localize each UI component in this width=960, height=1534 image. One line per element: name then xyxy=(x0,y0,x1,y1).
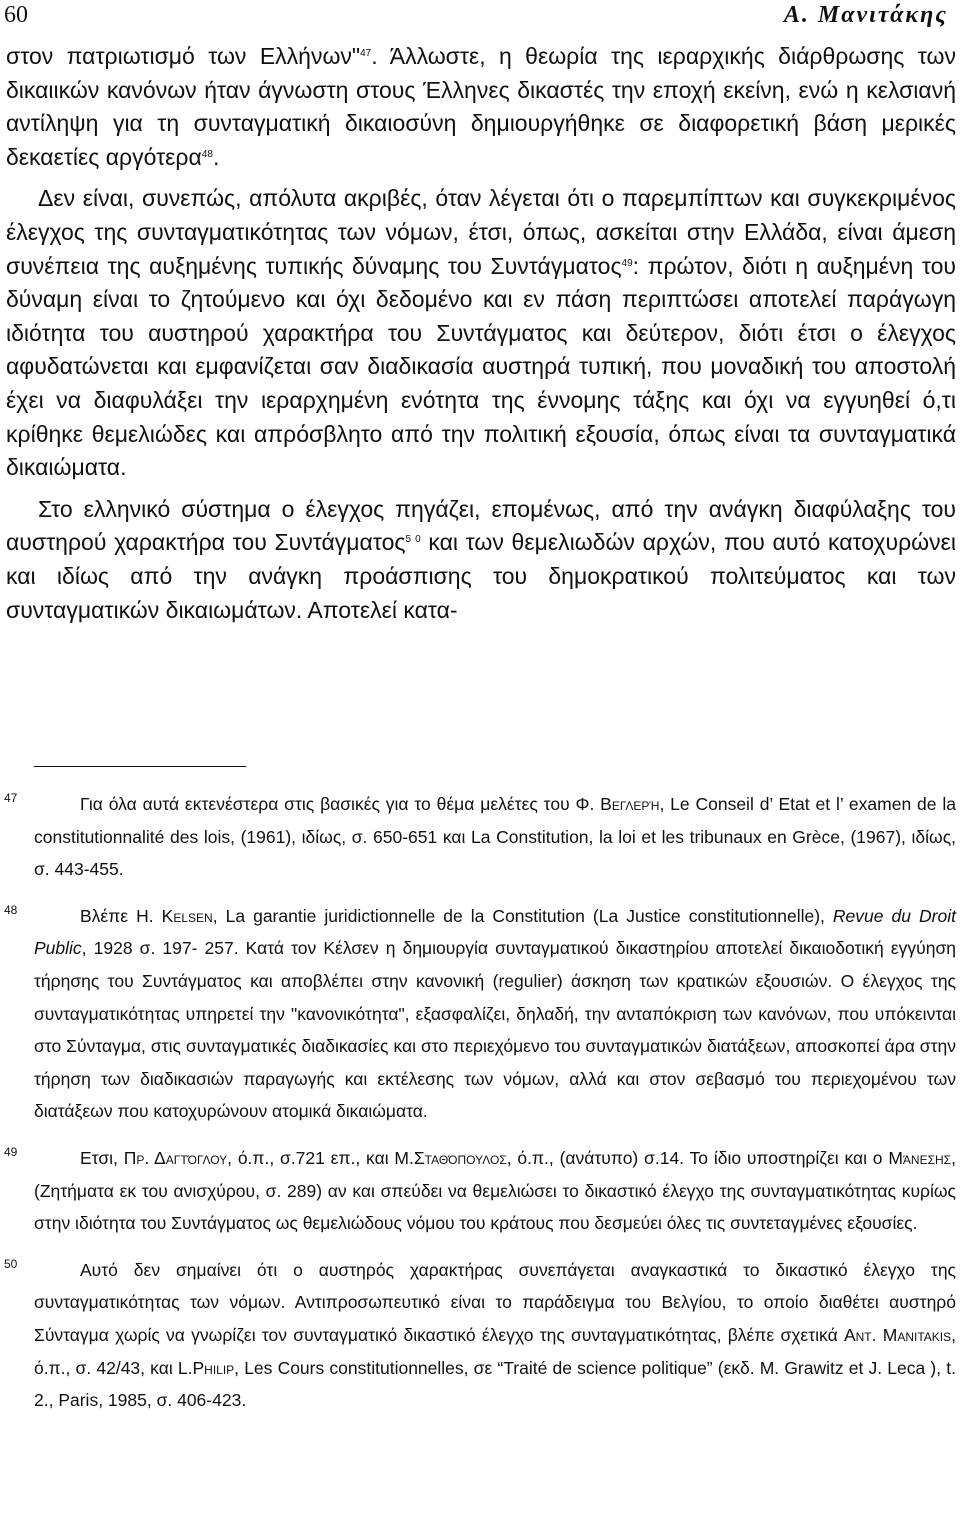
footnote-number: 50 xyxy=(4,1256,18,1271)
footnote-text xyxy=(34,788,956,886)
footnote xyxy=(0,1254,960,1417)
text-run: , La garantie juridictionnelle de la Constitution (La Justice constitutionnelle), xyxy=(212,905,833,926)
text-run: . Άλλωστε, η θεωρία της ιεραρχικής διάρθρωσης των δικαιικών κανόνων ήταν άγνωστη στους Έλληνες δικαστές την εποχή εκείνη, ενώ η κελσιανή αντίληψη για τη συνταγματική δικαιοσύνη δημιουργήθηκε σε διαφορετική βάση μερικές δεκαετίες αργότερα xyxy=(6,43,956,170)
footnote-ref: 5 0 xyxy=(405,534,421,546)
text-run: Βλέπε Η. xyxy=(80,905,162,926)
text-run: : πρώτον, διότι η αυξημένη του δύναμη είναι το ζητούμενο και όχι δεδομένο και εν πάση περιπτώσει αποτελεί παράγωγη ιδιότητα του αυστηρού χαρακτήρα του Συντάγματος και δεύτερον, διότι έτσι ο έλεγχος αφυδατώνεται και εμφανίζεται σαν διαδικασία αυστηρά τυπική, που μοναδική του αποστολή έχει να διαφυλάξει την ιεραρχημένη ενότητα της έννομης τάξης και όχι να εγγυηθεί ό,τι κρίθηκε θεμελιώδες και απρόσβλητο από την πολιτική εξουσία, όπως είναι τα συνταγματικά δικαιώματα. xyxy=(6,252,956,481)
paragraph xyxy=(6,182,956,484)
text-run: , Les Cours constitutionnelles, σε “Traité de science politique” (εκδ. M. Grawitz et J. Leca ), t. 2., Paris, 1985, σ. 406-423. xyxy=(34,1357,956,1411)
text-run: Ετσι, xyxy=(80,1147,124,1168)
body-text xyxy=(6,40,956,627)
footnote-ref: 47 xyxy=(360,48,372,59)
footnote-ref: 48 xyxy=(201,148,213,160)
footnote-number: 49 xyxy=(4,1144,18,1159)
text-run: . xyxy=(212,143,220,170)
author-name: Kelsen xyxy=(161,905,213,926)
footnote-number: 48 xyxy=(4,902,18,917)
footnote-ref: 49 xyxy=(621,257,633,269)
page-number: 60 xyxy=(4,2,28,28)
journal-title: Revue du Droit Public xyxy=(34,905,956,959)
text-run: , ό.π., σ.721 επ., και Μ. xyxy=(227,1147,414,1168)
text-run: Αυτό δεν σημαίνει ότι ο αυστηρός χαρακτήρας συνεπάγεται αναγκαστικά το δικαστικό έλεγχο της συνταγματικότητας των νόμων. Αντιπροσωπευτικό είναι το παράδειγμα του Βελγίου, το οποίο διαθέτει αυστηρό Σύνταγμα χωρίς να γνωρίζει τον συνταγματικό δικαστικό έλεγχο της συνταγματικότητας, βλέπε σχετικά xyxy=(34,1259,956,1345)
footnote-text xyxy=(34,1254,956,1417)
author-name: Πρ. Δαγτόγλου xyxy=(123,1147,228,1168)
text-run: , Le Conseil d’ Etat et l’ examen de la constitutionnalité des lois, (1961), ιδίως, σ. 650-651 και La Constitution, la loi et les tribunaux en Grèce, (1967), ιδίως, σ. 443-455. xyxy=(34,794,956,880)
text-run: Για όλα αυτά εκτενέστερα στις βασικές για το θέμα μελέτες του Φ. xyxy=(80,794,601,814)
author-name: Βεγλερή xyxy=(600,794,660,814)
page-header xyxy=(0,0,960,40)
text-run: , 1928 σ. 197- 257. Κατά τον Κέλσεν η δημιουργία συνταγματικού δικαστηρίου αποτελεί δικαιοδοτική εγγύηση τήρησης του Συντάγματος και αποβλέπει στην κανονική (regulier) άσκηση των κρατικών εξουσιών. Ο έλεγχος της συνταγματικότητας υπηρετεί την "κανονικότητα", εξασφαλίζει, δηλαδή, την ανταπόκριση των κανόνων, που υπόκεινται στο Σύνταγμα, στις συνταγματικές διαδικασίες και στο περιεχόμενο του συνταγματικών διατάξεων, αποσκοπεί άρα στην τήρηση των διαδικασιών παραγωγής και εκτέλεσης των νόμων, αλλά και στον σεβασμό του περιεχομένου των διατάξεων που κατοχυρώνουν ατομικά δικαιώματα. xyxy=(34,938,956,1122)
paragraph xyxy=(6,493,956,627)
footnote-number: 47 xyxy=(4,791,18,805)
footnote xyxy=(0,788,960,886)
running-head: Α. Μανιτάκης xyxy=(783,2,948,28)
paragraph xyxy=(6,40,956,174)
footnote-text xyxy=(34,1142,956,1240)
text-run: , ό.π., (ανάτυπο) σ.14. Το ίδιο υποστηρίζει και ο xyxy=(506,1147,889,1168)
author-name: Σταθόπουλος xyxy=(413,1147,507,1168)
text-run: , (Ζητήματα εκ του ανισχύρου, σ. 289) αν και σπεύδει να θεμελιώσει το δικαστικό έλεγχο της συνταγματικότητας κυρίως στην ιδιότητα του Συντάγματος ως θεμελιώδους νόμου του κράτους που δεσμεύει όλες τις συντεταγμένες εξουσίες. xyxy=(34,1147,956,1234)
text-run: , ό.π., σ. 42/43, και L. xyxy=(34,1324,957,1378)
author-name: Μάνεσης xyxy=(888,1147,952,1168)
author-name: Philip xyxy=(192,1357,235,1378)
text-run: στον πατριωτισμό των Ελλήνων" xyxy=(6,43,361,69)
text-run: Δεν είναι, συνεπώς, απόλυτα ακριβές, όταν λέγεται ότι ο παρεμπίπτων και συγκεκριμένος έλεγχος της συνταγματικότητας των νόμων, έτσι, όπως, ασκείται στην Ελλάδα, είναι άμεση συνέπεια της αυξημένης τυπικής δύναμης του Συντάγματος xyxy=(6,185,956,279)
text-run: Στο ελληνικό σύστημα ο έλεγχος πηγάζει, επομένως, από την ανάγκη διαφύλαξης του αυστηρού χαρακτήρα του Συντάγματος xyxy=(6,495,956,556)
footnote xyxy=(0,900,960,1128)
footnote xyxy=(0,1142,960,1240)
author-name: Ant. Manitakis xyxy=(843,1324,952,1345)
footnote-separator xyxy=(34,766,246,767)
footnotes xyxy=(0,788,960,1431)
text-run: και των θεμελιωδών αρχών, που αυτό κατοχυρώνει και ιδίως από την ανάγκη προάσπισης του δημοκρατικού πολιτεύματος και των συνταγματικών δικαιωμάτων. Αποτελεί κατα- xyxy=(6,529,956,623)
footnote-text xyxy=(34,900,956,1128)
